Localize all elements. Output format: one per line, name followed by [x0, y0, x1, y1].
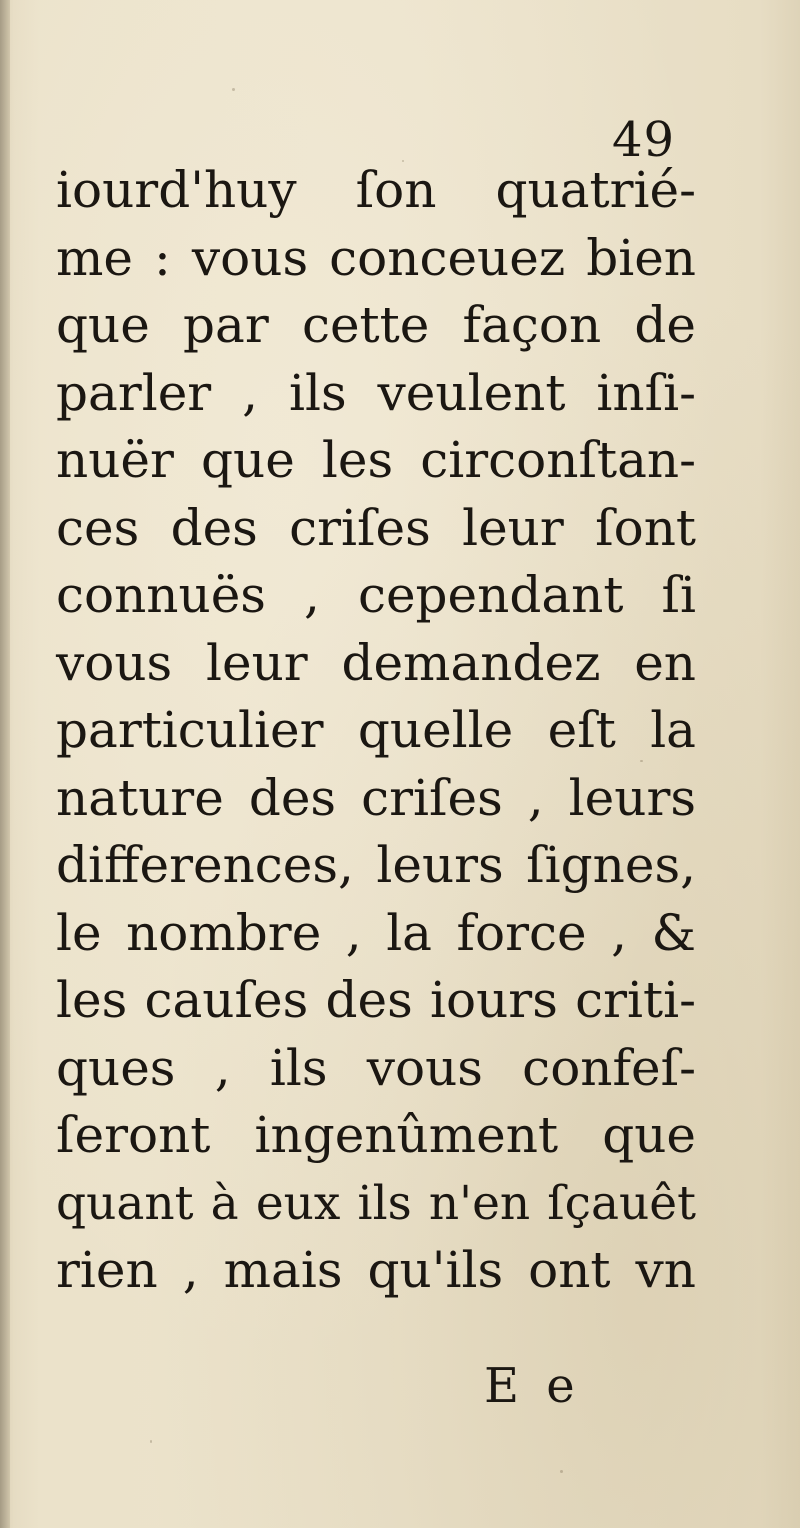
text-line: iourd'huy ſon quatrié-	[56, 161, 696, 219]
text-line: nature des criſes , leurs	[56, 768, 696, 827]
paper-speck	[232, 88, 235, 91]
text-line: les cauſes des iours criti-	[56, 971, 696, 1029]
binding-gutter	[0, 0, 10, 1528]
text-line: differences, leurs ſignes,	[56, 836, 696, 894]
text-line: particulier quelle eſt la	[56, 701, 696, 759]
text-line: quant à eux ils n'en ſçauêt	[56, 1175, 696, 1231]
text-line: que par cette façon de	[56, 296, 696, 354]
text-line: rien , mais qu'ils ont vn	[56, 1241, 696, 1299]
text-line: parler , ils veulent inſi-	[56, 363, 696, 422]
text-line: ques , ils vous confeſ-	[56, 1038, 696, 1097]
catchword: E e	[484, 1358, 581, 1414]
text-line: le nombre , la force , &	[56, 903, 696, 962]
body-text	[56, 157, 696, 1305]
paper-speck	[150, 1440, 152, 1443]
text-line: ces des criſes leur ſont	[56, 498, 696, 557]
page-number: 49	[612, 112, 676, 168]
text-line: vous leur demandez en	[56, 633, 696, 692]
paper-speck	[560, 1470, 563, 1473]
text-line: nuër que les circonſtan-	[56, 431, 696, 489]
text-line: connuës , cependant ſi	[56, 566, 696, 624]
text-line: me : vous conceuez bien	[56, 228, 696, 287]
text-line: ſeront ingenûment que	[56, 1106, 696, 1164]
